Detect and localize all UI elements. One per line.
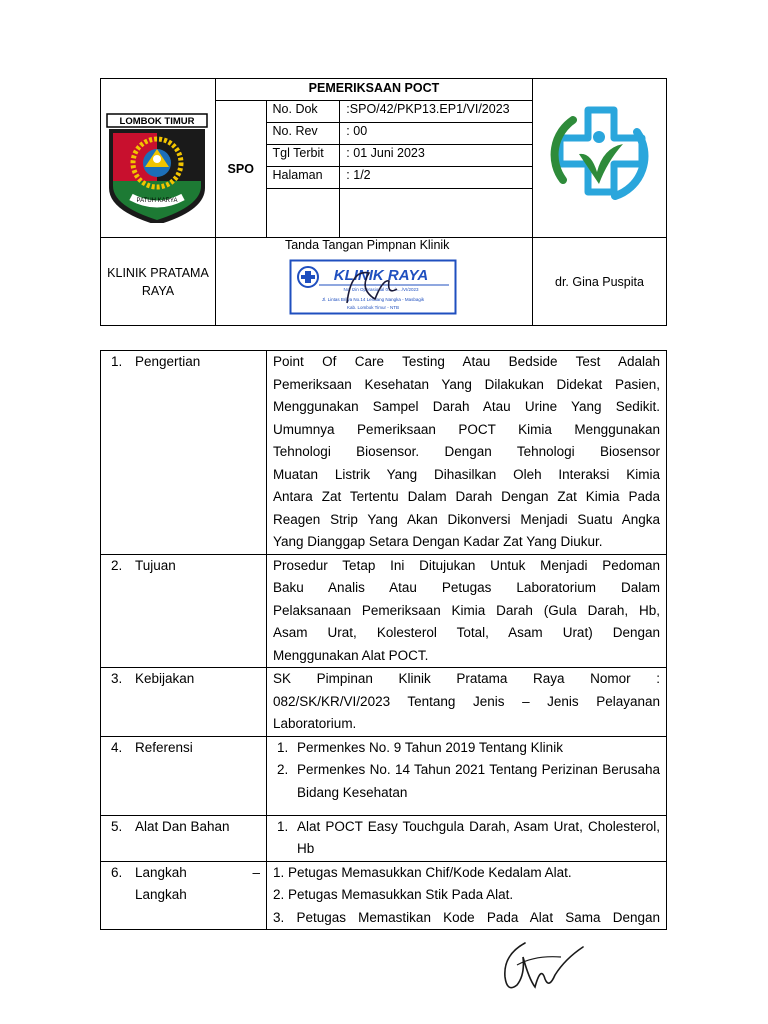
label-pengertian [101,351,267,555]
meta-value-no-rev: : 00 [340,123,533,145]
label-alat-text: Alat Dan Bahan [135,818,230,834]
pengertian-line: Yang Dianggap Setara Dengan Kadar Zat Yang Diukur. [273,534,603,549]
pengertian-line: Antara Zat Tertentu Dalam Darah Dengan Zat Kimia Pada [273,489,660,504]
label-langkah-line2: Langkah [135,887,187,902]
district-logo-cell [101,79,216,238]
content-pengertian [267,351,667,555]
referensi-item-number: 1. [277,739,289,755]
pengertian-line: Reagen Strip Yang Akan Dikonversi Menjadi Suatu Angka [273,511,660,527]
referensi-item [277,737,660,760]
tujuan-line: Asam Urat, Kolesterol Total, Asam Urat) Dengan [273,625,660,640]
clinic-name-cell [101,238,216,326]
label-pengertian-text: Pengertian [135,354,201,369]
clinic-logo-cell [532,79,666,238]
kebijakan-line: Laboratorium. [273,716,357,731]
number-tujuan: 2. [111,557,123,573]
meta-label-halaman: Halaman [266,167,340,189]
content-alat-dan-bahan [267,815,667,861]
meta-value-tgl-terbit: : 01 Juni 2023 [340,145,533,167]
meta-empty-cell-right [340,189,533,238]
label-kebijakan [101,668,267,737]
signature-cell [215,238,532,326]
number-pengertian: 1. [111,354,123,369]
langkah-step: 2. Petugas Memasukkan Stik Pada Alat. [273,887,514,902]
alat-item-number: 1. [277,818,289,834]
emblem-top-text: LOMBOK TIMUR [119,116,195,127]
meta-label-no-dok: No. Dok [266,101,340,123]
stamp-line2: Jl. Lintas Brilya No.14 Lendang Nangka - Masbagik [321,297,425,302]
header-table [100,78,667,326]
referensi-item [277,759,660,804]
tujuan-line: Prosedur Tetap Ini Ditujukan Untuk Menjadi Pedoman [273,557,660,573]
tujuan-line: Pelaksanaan Pemeriksaan Kimia Darah (Gula Darah, Hb, [273,602,660,618]
content-referensi [267,736,667,815]
kebijakan-line: SK Pimpinan Klinik Pratama Raya Nomor : [273,671,660,686]
emblem-bottom-text: PATUH KARYA [136,198,178,204]
row-alat-dan-bahan [101,815,667,861]
pengertian-line: Umumnya Pemeriksaan POCT Kimia Menggunakan [273,421,660,437]
pengertian-line: Pemeriksaan Kesehatan Yang Dilakukan Didekat Pasien, [273,376,660,392]
number-kebijakan: 3. [111,671,123,686]
clinic-cross-logo-icon [533,92,665,224]
langkah-step: 3. Petugas Memastikan Kode Pada Alat Sama Dengan [273,909,660,925]
signer-name: dr. Gina Puspita [532,238,666,326]
label-langkah-dash: – [252,864,261,880]
number-langkah: 6. [111,864,123,880]
label-referensi-text: Referensi [135,739,193,755]
label-tujuan-text: Tujuan [135,557,176,573]
page-signature-mark [495,935,590,1000]
referensi-item-number: 2. [277,762,289,777]
row-pengertian [101,351,667,555]
spo-label: SPO [215,101,266,238]
alat-item [277,816,660,861]
meta-empty-cell-left [266,189,340,238]
referensi-item-text: Permenkes No. 9 Tahun 2019 Tentang Klinik [297,739,563,755]
pengertian-line: Muatan Listrik Yang Dihasilkan Oleh Interaksi Kimia [273,466,660,482]
kebijakan-line: 082/SK/KR/VI/2023 Tentang Jenis – Jenis Pelayanan [273,693,660,709]
meta-value-halaman: : 1/2 [340,167,533,189]
label-referensi [101,736,267,815]
procedure-table [100,350,667,930]
langkah-step: 1. Petugas Memasukkan Chif/Kode Kedalam Alat. [273,864,572,880]
stamp-line3: Kab. Lombok Timur - NTB [346,305,399,310]
lombok-timur-emblem-icon [101,93,214,223]
clinic-stamp [289,259,457,315]
label-langkah-line1: Langkah [135,864,187,880]
clinic-name-line2: RAYA [141,283,175,298]
meta-label-no-rev: No. Rev [266,123,340,145]
pengertian-line: Menggunakan Sampel Darah Atau Urine Yang Sedikit. [273,399,660,414]
row-kebijakan [101,668,667,737]
alat-item-text: Alat POCT Easy Touchgula Darah, Asam Urat, Cholesterol, Hb [297,818,660,856]
stamp-line1: No. Izin Operasional 0...../...../VI/2023 [343,287,419,292]
number-alat: 5. [111,818,123,834]
referensi-item-text: Permenkes No. 14 Tahun 2021 Tentang Perizinan Berusaha Bidang Kesehatan [297,762,660,800]
content-langkah [267,861,667,930]
pengertian-line: Tehnologi Biosensor. Dengan Tehnologi Biosensor [273,444,660,459]
number-referensi: 4. [111,739,123,755]
row-tujuan [101,554,667,668]
document-title: PEMERIKSAAN POCT [215,79,532,101]
meta-value-no-dok: :SPO/42/PKP13.EP1/VI/2023 [340,101,533,123]
label-langkah [101,861,267,930]
label-alat-dan-bahan [101,815,267,861]
content-kebijakan [267,668,667,737]
meta-label-tgl-terbit: Tgl Terbit [266,145,340,167]
stamp-title: KLINIK RAYA [333,267,429,284]
tujuan-line: Baku Analis Atau Petugas Laboratorium Dalam [273,580,660,595]
content-tujuan [267,554,667,668]
clinic-name-line1: KLINIK PRATAMA [107,265,209,280]
tujuan-line: Menggunakan Alat POCT. [273,647,429,663]
row-referensi [101,736,667,815]
signature-caption: Tanda Tangan Pimpnan Klinik [284,238,450,252]
row-langkah [101,861,667,930]
label-tujuan [101,554,267,668]
pengertian-line: Point Of Care Testing Atau Bedside Test Adalah [273,354,660,369]
label-kebijakan-text: Kebijakan [135,671,195,686]
